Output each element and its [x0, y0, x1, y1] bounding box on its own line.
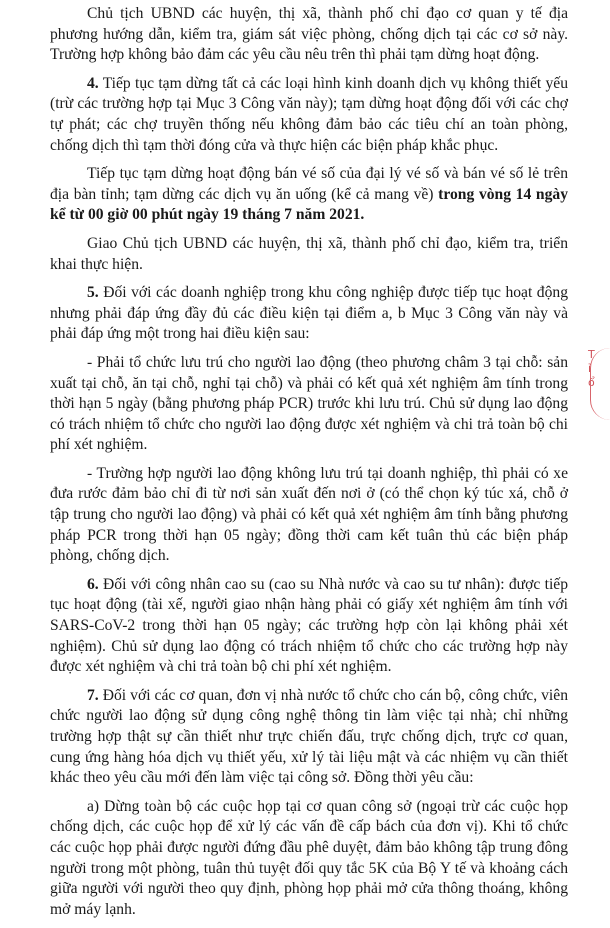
list-item-worker-accommodation [50, 353, 568, 456]
paragraph-text: Đối với các cơ quan, đơn vị nhà nước tổ chức cho cán bộ, công chức, viên chức người lao động sử dụng công nghệ thông tin làm việc tại nhà; chỉ những trường hợp thật sự cần thiết như trực chiến đấu, trực chống dịch, trực cơ quan, cung ứng hàng hóa dịch vụ thiết yếu, xử lý tài liệu mật và các nhiệm vụ cần thiết khác theo yêu cầu mới đến làm việc tại công sở. Đồng thời yêu cầu: [50, 686, 568, 787]
section-number-4: 4. [87, 74, 99, 92]
paragraph-local-health-supervision [50, 4, 568, 66]
list-item-meetings [50, 797, 568, 921]
document-body [50, 4, 568, 928]
paragraph-section-5 [50, 283, 568, 345]
emphasized-deadline: trong vòng 14 ngày kể từ 00 giờ 00 phút ngày 19 tháng 7 năm 2021. [50, 185, 568, 224]
paragraph-text: Chủ tịch UBND các huyện, thị xã, thành phố chỉ đạo cơ quan y tế địa phương hướng dẫn, kiểm tra, giám sát việc phòng, chống dịch tại các cơ sở này. Trường hợp không bảo đảm các yêu cầu nêu trên thì phải tạm dừng hoạt động. [50, 5, 568, 64]
paragraph-section-4 [50, 74, 568, 156]
paragraph-assign-chairman [50, 234, 568, 275]
red-seal-stamp-fragment [588, 348, 610, 422]
section-number-5: 5. [87, 284, 99, 302]
paragraph-text: - Phải tổ chức lưu trú cho người lao động (theo phương châm 3 tại chỗ: sản xuất tại chỗ, ăn tại chỗ, nghỉ tại chỗ) và phải có kết quả xét nghiệm âm tính trong thời hạn 5 ngày (bằng phương pháp PCR) trước khi lưu trú. Chủ sử dụng lao động có trách nhiệm tổ chức cho người lao động được xét nghiệm và chi trả toàn bộ chi phí xét nghiệm. [50, 353, 568, 454]
paragraph-text: Đối với các doanh nghiệp trong khu công nghiệp được tiếp tục hoạt động nhưng phải đáp ứng đầy đủ các điều kiện tại điểm a, b Mục 3 Công văn này và phải đáp ứng một trong hai điều kiện sau: [50, 284, 568, 343]
paragraph-section-7 [50, 686, 568, 789]
paragraph-text: Đối với công nhân cao su (cao su Nhà nước và cao su tư nhân): được tiếp tục hoạt động (tài xế, người giao nhận hàng phải có giấy xét nghiệm âm tính với SARS-CoV-2 trong thời hạn 05 ngày; các trường hợp còn lại không phải xét nghiệm). Chủ sử dụng lao động có trách nhiệm tổ chức cho các trường hợp này được xét nghiệm và chi trả toàn bộ chi phí xét nghiệm. [50, 575, 568, 676]
section-number-7: 7. [87, 686, 99, 704]
list-item-worker-transport [50, 464, 568, 567]
paragraph-text: Tiếp tục tạm dừng hoạt động bán vé số của đại lý vé số và bán vé số lẻ trên địa bàn tỉnh; tạm dừng các dịch vụ ăn uống (kể cả mang về) [50, 165, 568, 203]
paragraph-text: Giao Chủ tịch UBND các huyện, thị xã, thành phố chỉ đạo, kiểm tra, triển khai thực hiện. [50, 234, 568, 273]
paragraph-text: Tiếp tục tạm dừng tất cả các loại hình kinh doanh dịch vụ không thiết yếu (trừ các trường hợp tại Mục 3 Công văn này); tạm dừng hoạt động đối với các chợ tự phát; các chợ truyền thống nếu không đảm bảo các tiêu chí an toàn phòng, chống dịch thì tạm thời đóng cửa và thực hiện các biện pháp khắc phục. [50, 74, 568, 154]
seal-text: ổ [588, 376, 596, 389]
paragraph-section-6 [50, 575, 568, 678]
seal-text: T [588, 348, 596, 361]
seal-ring [590, 348, 610, 420]
paragraph-lottery-suspension [50, 164, 568, 226]
paragraph-text: a) Dừng toàn bộ các cuộc họp tại cơ quan công sở (ngoại trừ các cuộc họp chống dịch, các cuộc họp để xử lý các vấn đề cấp bách của đơn vị). Khi tổ chức các cuộc họp phải được người đứng đầu phê duyệt, đảm bảo không tập trung đông người trong một phòng, tuân thủ tuyệt đối quy tắc 5K của Bộ Y tế và khoảng cách giữa người với người theo quy định, phòng họp phải mở cửa thông thoáng, không mở máy lạnh. [50, 797, 568, 918]
seal-text: ỉ [588, 362, 593, 375]
section-number-6: 6. [87, 575, 99, 593]
paragraph-text: - Trường hợp người lao động không lưu trú tại doanh nghiệp, thì phải có xe đưa rước đảm bảo chỉ đi từ nơi sản xuất đến nơi ở (có thể chọn ký túc xá, chỗ ở tập trung cho người lao động) và phải có kết quả xét nghiệm âm tính bằng phương pháp PCR trong thời hạn 05 ngày; đồng thời cam kết tuân thủ các biện pháp phòng, chống dịch. [50, 464, 568, 565]
